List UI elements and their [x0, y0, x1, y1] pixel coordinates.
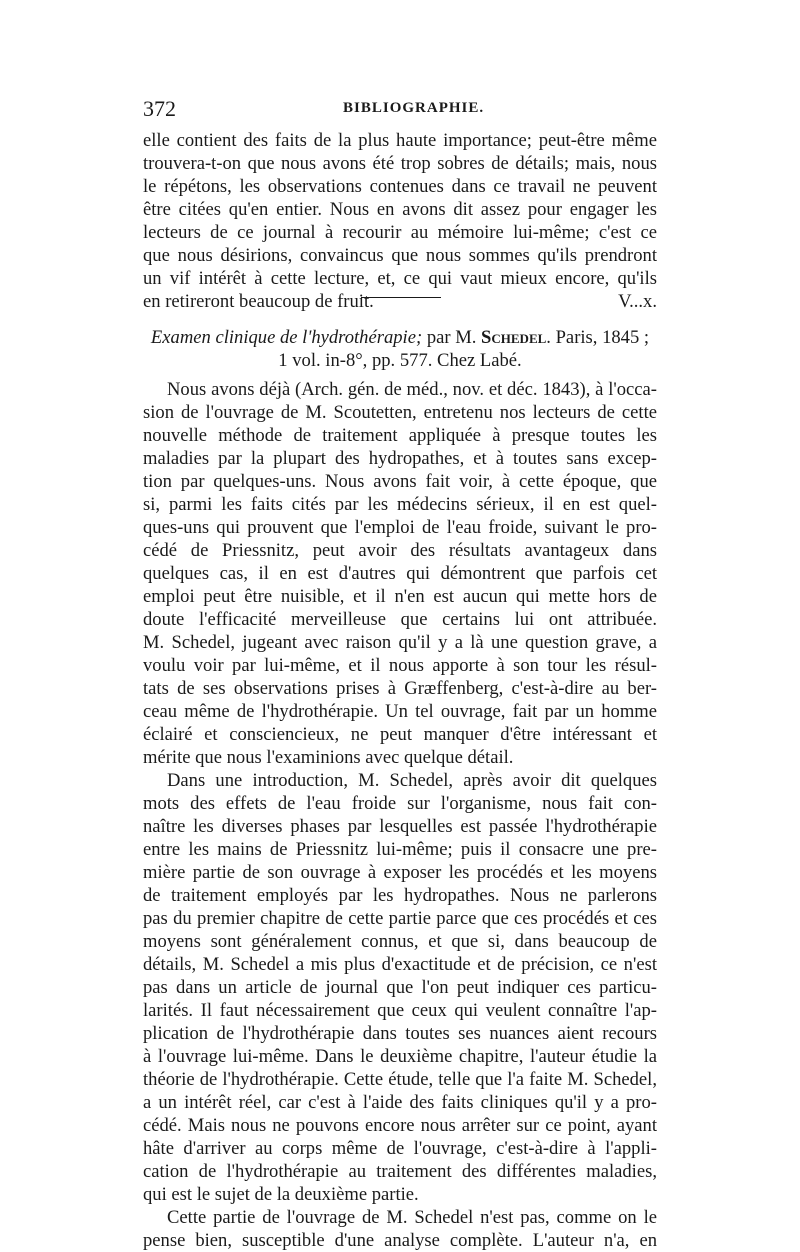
page-number: 372 — [143, 96, 176, 121]
text-line: éclairé et consciencieux, ne peut manquer d'être intéressant et — [143, 724, 657, 745]
text-line: théorie de l'hydrothérapie. Cette étude, telle que l'a faite M. Schedel, — [143, 1069, 657, 1090]
text-line: sion de l'ouvrage de M. Scoutetten, entretenu nos lecteurs de cette — [143, 402, 657, 423]
text-line: cation de l'hydrothérapie au traitement des différentes maladies, — [143, 1161, 657, 1182]
text-line: maladies par la plupart des hydropathes, et à toutes sans excep- — [143, 448, 657, 469]
text-line: Dans une introduction, M. Schedel, après avoir dit quelques — [167, 770, 657, 791]
text-line: a un intérêt réel, car c'est à l'aide des faits cliniques qu'il y a pro- — [143, 1092, 657, 1113]
text-line: entre les mains de Priessnitz lui-même; puis il consacre une pre- — [143, 839, 657, 860]
review-place-date: . Paris, 1845 ; — [546, 327, 650, 348]
text-line: à l'ouvrage lui-même. Dans le deuxième chapitre, l'auteur étudie la — [143, 1046, 657, 1067]
text-line: lecteurs de ce journal à recourir au mémoire lui-même; c'est ce — [143, 222, 657, 243]
text-line: ques-uns qui prouvent que l'emploi de l'eau froide, suivant le pro- — [143, 517, 657, 538]
text-line: cédé. Mais nous ne pouvons encore nous arrêter sur ce point, ayant — [143, 1115, 657, 1136]
text-line: si, parmi les faits cités par les médecins sérieux, il en est quel- — [143, 494, 657, 515]
text-line: mière partie de son ouvrage à exposer les procédés et les moyens — [143, 862, 657, 883]
text-line: naître les diverses phases par lesquelles est passée l'hydrothérapie — [143, 816, 657, 837]
page-header — [143, 96, 663, 126]
review-title-line — [143, 326, 657, 349]
text-line: qui est le sujet de la deuxième partie. — [143, 1184, 419, 1205]
text-line: doute l'efficacité merveilleuse que certains lui ont attribuée. — [143, 609, 657, 630]
text-line: de traitement employés par les hydropathes. Nous ne parlerons — [143, 885, 657, 906]
review-book-title: Examen clinique de l'hydrothérapie; — [150, 327, 423, 348]
text-line: mérite que nous l'examinions avec quelque détail. — [143, 747, 514, 768]
text-line: tats de ses observations prises à Græffenberg, c'est-à-dire au ber- — [143, 678, 657, 699]
section-divider — [361, 297, 441, 298]
review-heading — [143, 326, 657, 372]
text-line: elle contient des faits de la plus haute importance; peut-être même — [143, 130, 657, 151]
text-line: larités. Il faut nécessairement que ceux qui veulent connaître l'ap- — [143, 1000, 657, 1021]
text-line: nouvelle méthode de traitement appliquée à presque toutes les — [143, 425, 657, 446]
text-line: pas dans un article de journal que l'on peut indiquer ces particu- — [143, 977, 657, 998]
intro-paragraph — [143, 129, 657, 313]
text-line: Cette partie de l'ouvrage de M. Schedel n'est pas, comme on le — [167, 1207, 657, 1228]
running-title: BIBLIOGRAPHIE. — [343, 100, 485, 116]
text-line: plication de l'hydrothérapie dans toutes ses nuances aient recours — [143, 1023, 657, 1044]
intro-last-text: en retireront beaucoup de fruit. — [143, 291, 374, 312]
text-line: pas du premier chapitre de cette partie parce que ces procédés et ces — [143, 908, 657, 929]
text-line: hâte d'arriver au corps même de l'ouvrage, c'est-à-dire à l'appli- — [143, 1138, 657, 1159]
author-signature: V...x. — [618, 291, 657, 312]
text-line: que nous désirions, convaincus que nous sommes qu'ils prendront — [143, 245, 657, 266]
text-line: ceau même de l'hydrothérapie. Un tel ouvrage, fait par un homme — [143, 701, 657, 722]
text-line: Nous avons déjà (Arch. gén. de méd., nov. et déc. 1843), à l'occa- — [167, 379, 657, 400]
text-line: pense bien, susceptible d'une analyse complète. L'auteur n'a, en — [143, 1230, 657, 1251]
review-details: 1 vol. in-8°, pp. 577. Chez Labé. — [278, 350, 522, 371]
text-line: le répétons, les observations contenues dans ce travail ne peuvent — [143, 176, 657, 197]
text-line: cédé de Priessnitz, peut avoir des résultats avantageux dans — [143, 540, 657, 561]
text-line: mots des effets de l'eau froide sur l'organisme, nous fait con- — [143, 793, 657, 814]
text-line: emploi peut être nuisible, et il n'en est aucun qui mette hors de — [143, 586, 657, 607]
review-body — [143, 378, 657, 1252]
text-line: trouvera-t-on que nous avons été trop sobres de détails; mais, nous — [143, 153, 657, 174]
text-line: un vif intérêt à cette lecture, et, ce qui vaut mieux encore, qu'ils — [143, 268, 657, 289]
text-line-last — [143, 290, 657, 313]
text-line: quelques cas, il en est d'autres qui démontrent que parfois cet — [143, 563, 657, 584]
text-line: tion par quelques-uns. Nous avons fait voir, à cette époque, que — [143, 471, 657, 492]
text-line: détails, M. Schedel a mis plus d'exactitude et de précision, ce n'est — [143, 954, 657, 975]
text-line: être citées qu'en entier. Nous en avons dit assez pour engager les — [143, 199, 657, 220]
text-line: voulu voir par lui-même, et il nous apporte à son tour les résul- — [143, 655, 657, 676]
review-author: Schedel — [481, 327, 547, 348]
text-line: M. Schedel, jugeant avec raison qu'il y a là une question grave, a — [143, 632, 657, 653]
text-line: moyens sont généralement connus, et que si, dans beaucoup de — [143, 931, 657, 952]
review-by: par M. — [422, 327, 482, 348]
